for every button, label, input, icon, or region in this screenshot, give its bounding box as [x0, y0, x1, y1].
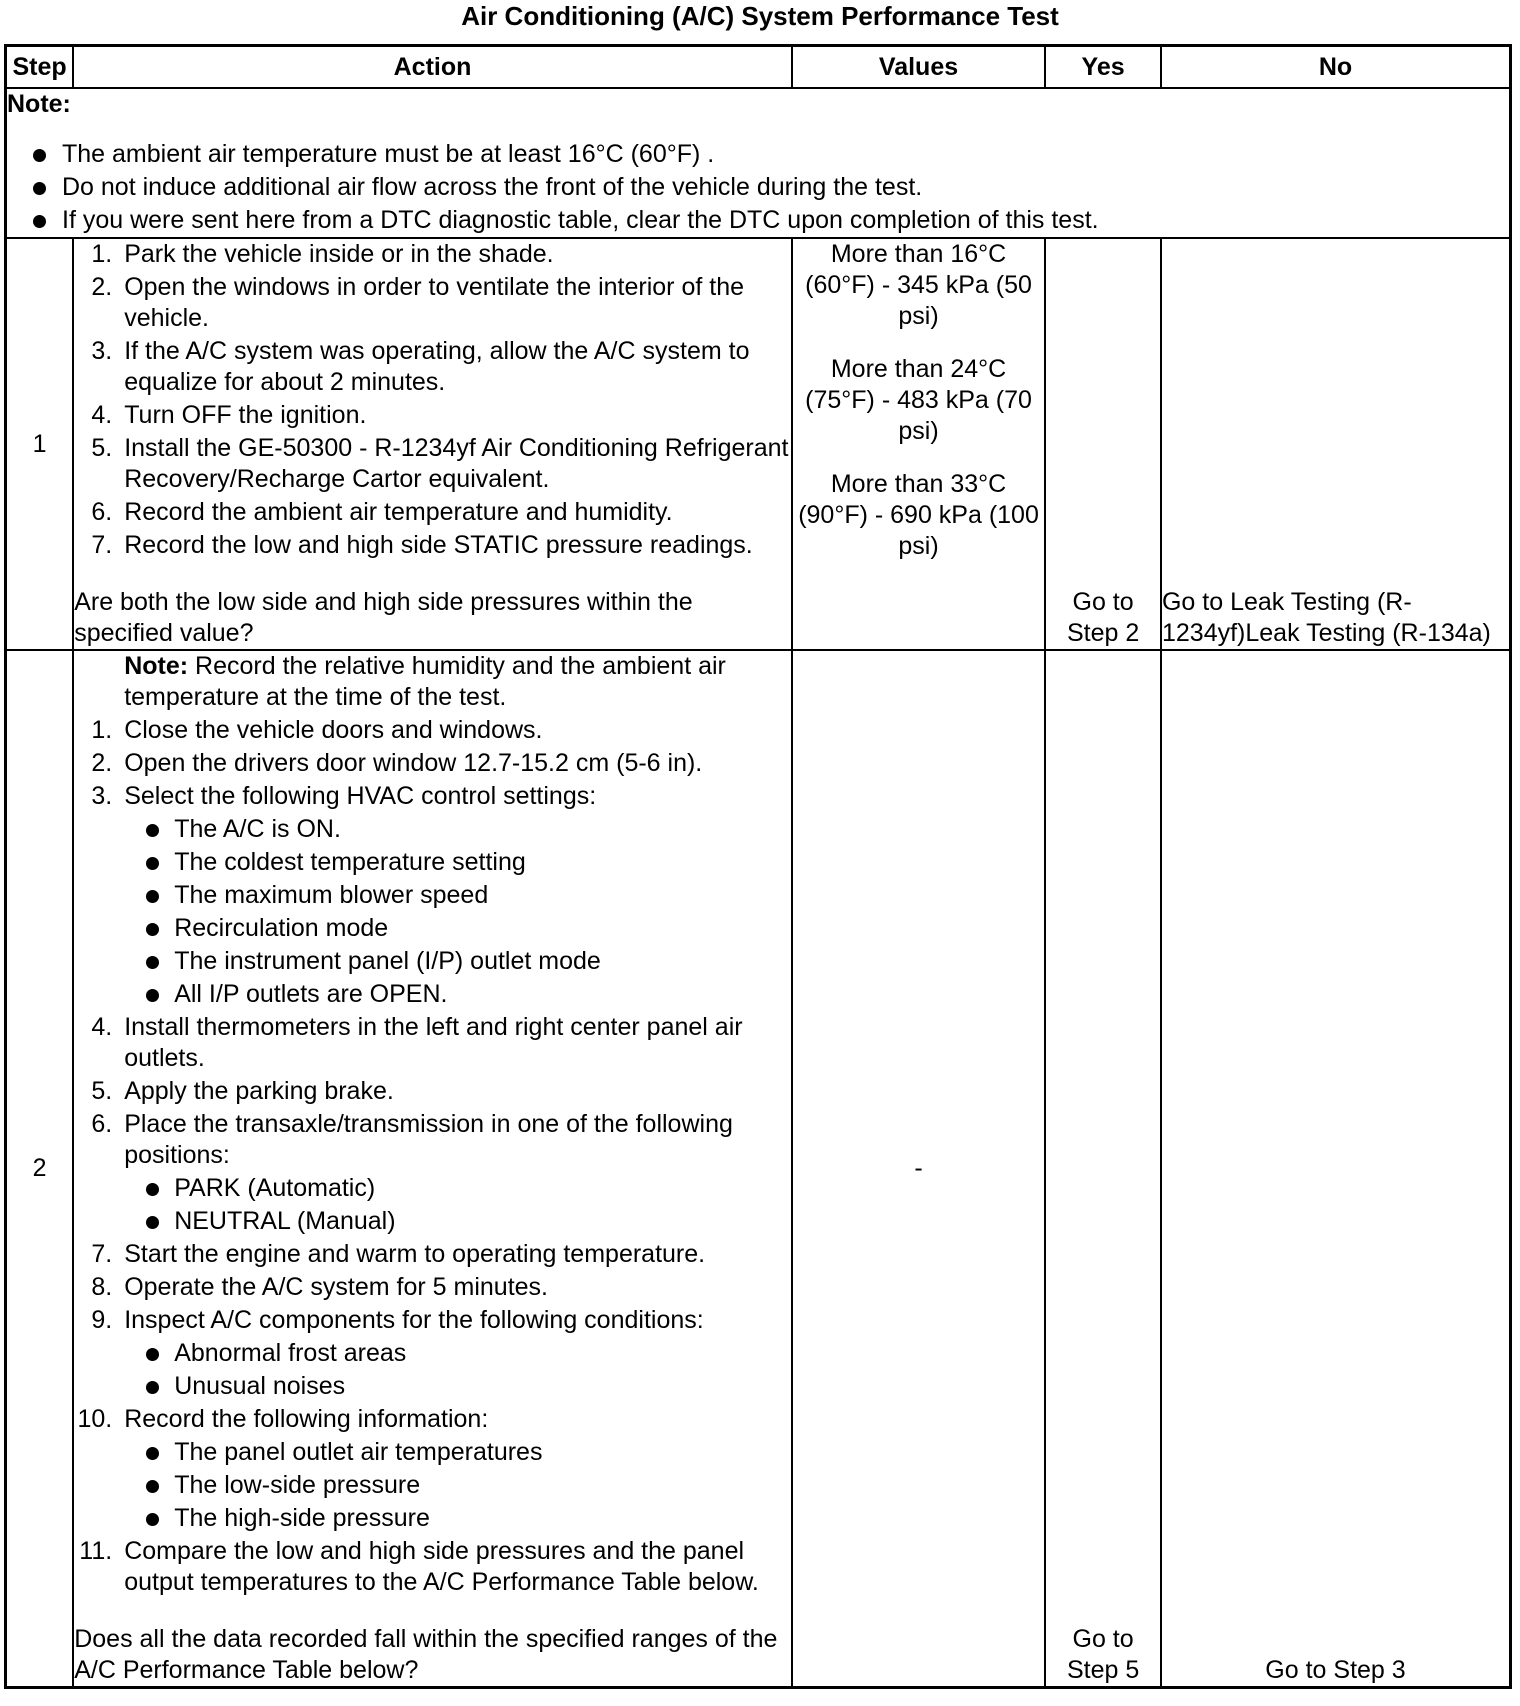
list-item [74, 433, 791, 495]
sub-item: The high-side pressure [124, 1503, 791, 1534]
item-number: 2. [91, 749, 113, 777]
step-1-no: Go to Leak Testing (R-1234yf)Leak Testing (R-134a) [1161, 238, 1511, 650]
note-list [7, 138, 1509, 237]
sub-item: Abnormal frost areas [124, 1338, 791, 1369]
list-item [74, 1109, 791, 1237]
item-number: 7. [91, 1240, 113, 1268]
note-item: Do not induce additional air flow across the front of the vehicle during the test. [7, 171, 1509, 204]
list-item [74, 497, 791, 528]
list-item [74, 1404, 791, 1534]
list-item [74, 1076, 791, 1107]
header-row [6, 46, 1511, 89]
list-item [74, 1536, 791, 1598]
step-2-note [74, 651, 791, 713]
item-number: 11. [79, 1537, 113, 1565]
item-text: Turn OFF the ignition. [124, 401, 367, 429]
item-number: 5. [91, 1077, 113, 1105]
header-step: Step [6, 46, 74, 89]
sub-item: The instrument panel (I/P) outlet mode [124, 946, 791, 977]
step-2-yes: Go to Step 5 [1045, 650, 1161, 1688]
item-text: Open the windows in order to ventilate the interior of the vehicle. [124, 273, 745, 332]
item-text: Place the transaxle/transmission in one of the following positions: [124, 1110, 733, 1169]
step-2-no: Go to Step 3 [1161, 650, 1511, 1688]
item-number: 8. [91, 1273, 113, 1301]
sub-list [124, 1437, 791, 1534]
item-number: 1. [91, 716, 113, 744]
list-item [74, 715, 791, 746]
document-title: Air Conditioning (A/C) System Performance Test [461, 1, 1059, 31]
item-text: Record the following information: [124, 1405, 489, 1433]
sub-list [124, 1338, 791, 1402]
sub-item: NEUTRAL (Manual) [124, 1206, 791, 1237]
item-text: If the A/C system was operating, allow the A/C system to equalize for about 2 minutes. [124, 337, 750, 396]
step-2-action [73, 650, 792, 1688]
item-text: Compare the low and high side pressures and the panel output temperatures to the A/C Performance Table below. [124, 1537, 759, 1596]
step-1-values [792, 238, 1045, 650]
item-number: 1. [91, 240, 113, 268]
list-item [74, 1012, 791, 1074]
item-text: Record the ambient air temperature and humidity. [124, 498, 673, 526]
sub-item: The low-side pressure [124, 1470, 791, 1501]
sub-item: The A/C is ON. [124, 814, 791, 845]
step-2-list [74, 715, 791, 1598]
sub-item: PARK (Automatic) [124, 1173, 791, 1204]
note-label: Note: [124, 652, 189, 680]
item-text: Install thermometers in the left and right center panel air outlets. [124, 1013, 743, 1072]
note-cell [6, 88, 1511, 238]
note-item: The ambient air temperature must be at least 16°C (60°F) . [7, 138, 1509, 171]
list-item [74, 336, 791, 398]
item-number: 3. [91, 337, 113, 365]
item-text: Open the drivers door window 12.7-15.2 cm (5-6 in). [124, 749, 703, 777]
sub-item: All I/P outlets are OPEN. [124, 979, 791, 1010]
step-1-yes: Go to Step 2 [1045, 238, 1161, 650]
header-action: Action [73, 46, 792, 89]
note-label: Note: [7, 90, 71, 118]
step-2-row [6, 650, 1511, 1688]
step-2-values: - [792, 650, 1045, 1688]
step-number: 1 [6, 238, 74, 650]
item-text: Apply the parking brake. [124, 1077, 394, 1105]
item-number: 4. [91, 401, 113, 429]
sub-item: Recirculation mode [124, 913, 791, 944]
list-item [74, 1239, 791, 1270]
step-number: 2 [6, 650, 74, 1688]
item-text: Install the GE-50300 - R-1234yf Air Conditioning Refrigerant Recovery/Recharge Cartor equivalent. [124, 434, 789, 493]
step-1-action [73, 238, 792, 650]
step-1-question: Are both the low side and high side pressures within the specified value? [74, 588, 693, 647]
sub-item: The maximum blower speed [124, 880, 791, 911]
item-text: Select the following HVAC control settings: [124, 782, 597, 810]
item-number: 9. [91, 1306, 113, 1334]
item-number: 6. [91, 498, 113, 526]
sub-item: The coldest temperature setting [124, 847, 791, 878]
item-number: 2. [91, 273, 113, 301]
item-number: 10. [77, 1405, 113, 1433]
value-block: More than 24°C (75°F) - 483 kPa (70 psi) [805, 355, 1032, 445]
note-text: Record the relative humidity and the ambient air temperature at the time of the test. [124, 652, 726, 711]
list-item [74, 1272, 791, 1303]
item-text: Record the low and high side STATIC pressure readings. [124, 531, 753, 559]
list-item [74, 272, 791, 334]
header-values: Values [792, 46, 1045, 89]
list-item [74, 748, 791, 779]
item-text: Operate the A/C system for 5 minutes. [124, 1273, 548, 1301]
list-item [74, 530, 791, 561]
item-text: Inspect A/C components for the following conditions: [124, 1306, 704, 1334]
note-row [6, 88, 1511, 238]
item-text: Close the vehicle doors and windows. [124, 716, 543, 744]
value-block: More than 16°C (60°F) - 345 kPa (50 psi) [805, 240, 1032, 330]
sub-list [124, 1173, 791, 1237]
item-text: Park the vehicle inside or in the shade. [124, 240, 554, 268]
step-1-list [74, 239, 791, 561]
list-item [74, 781, 791, 1010]
item-number: 6. [91, 1110, 113, 1138]
item-number: 4. [91, 1013, 113, 1041]
performance-test-table [4, 44, 1512, 1689]
step-2-question: Does all the data recorded fall within the specified ranges of the A/C Performance Table below? [74, 1625, 778, 1684]
item-number: 3. [91, 782, 113, 810]
item-number: 5. [91, 434, 113, 462]
value-block: More than 33°C (90°F) - 690 kPa (100 psi) [798, 470, 1039, 560]
item-text: Start the engine and warm to operating temperature. [124, 1240, 706, 1268]
step-1-row [6, 238, 1511, 650]
header-yes: Yes [1045, 46, 1161, 89]
header-no: No [1161, 46, 1511, 89]
list-item [74, 400, 791, 431]
list-item [74, 1305, 791, 1402]
sub-item: Unusual noises [124, 1371, 791, 1402]
item-number: 7. [91, 531, 113, 559]
note-item: If you were sent here from a DTC diagnostic table, clear the DTC upon completion of this test. [7, 204, 1509, 237]
list-item [74, 239, 791, 270]
sub-list [124, 814, 791, 1010]
sub-item: The panel outlet air temperatures [124, 1437, 791, 1468]
